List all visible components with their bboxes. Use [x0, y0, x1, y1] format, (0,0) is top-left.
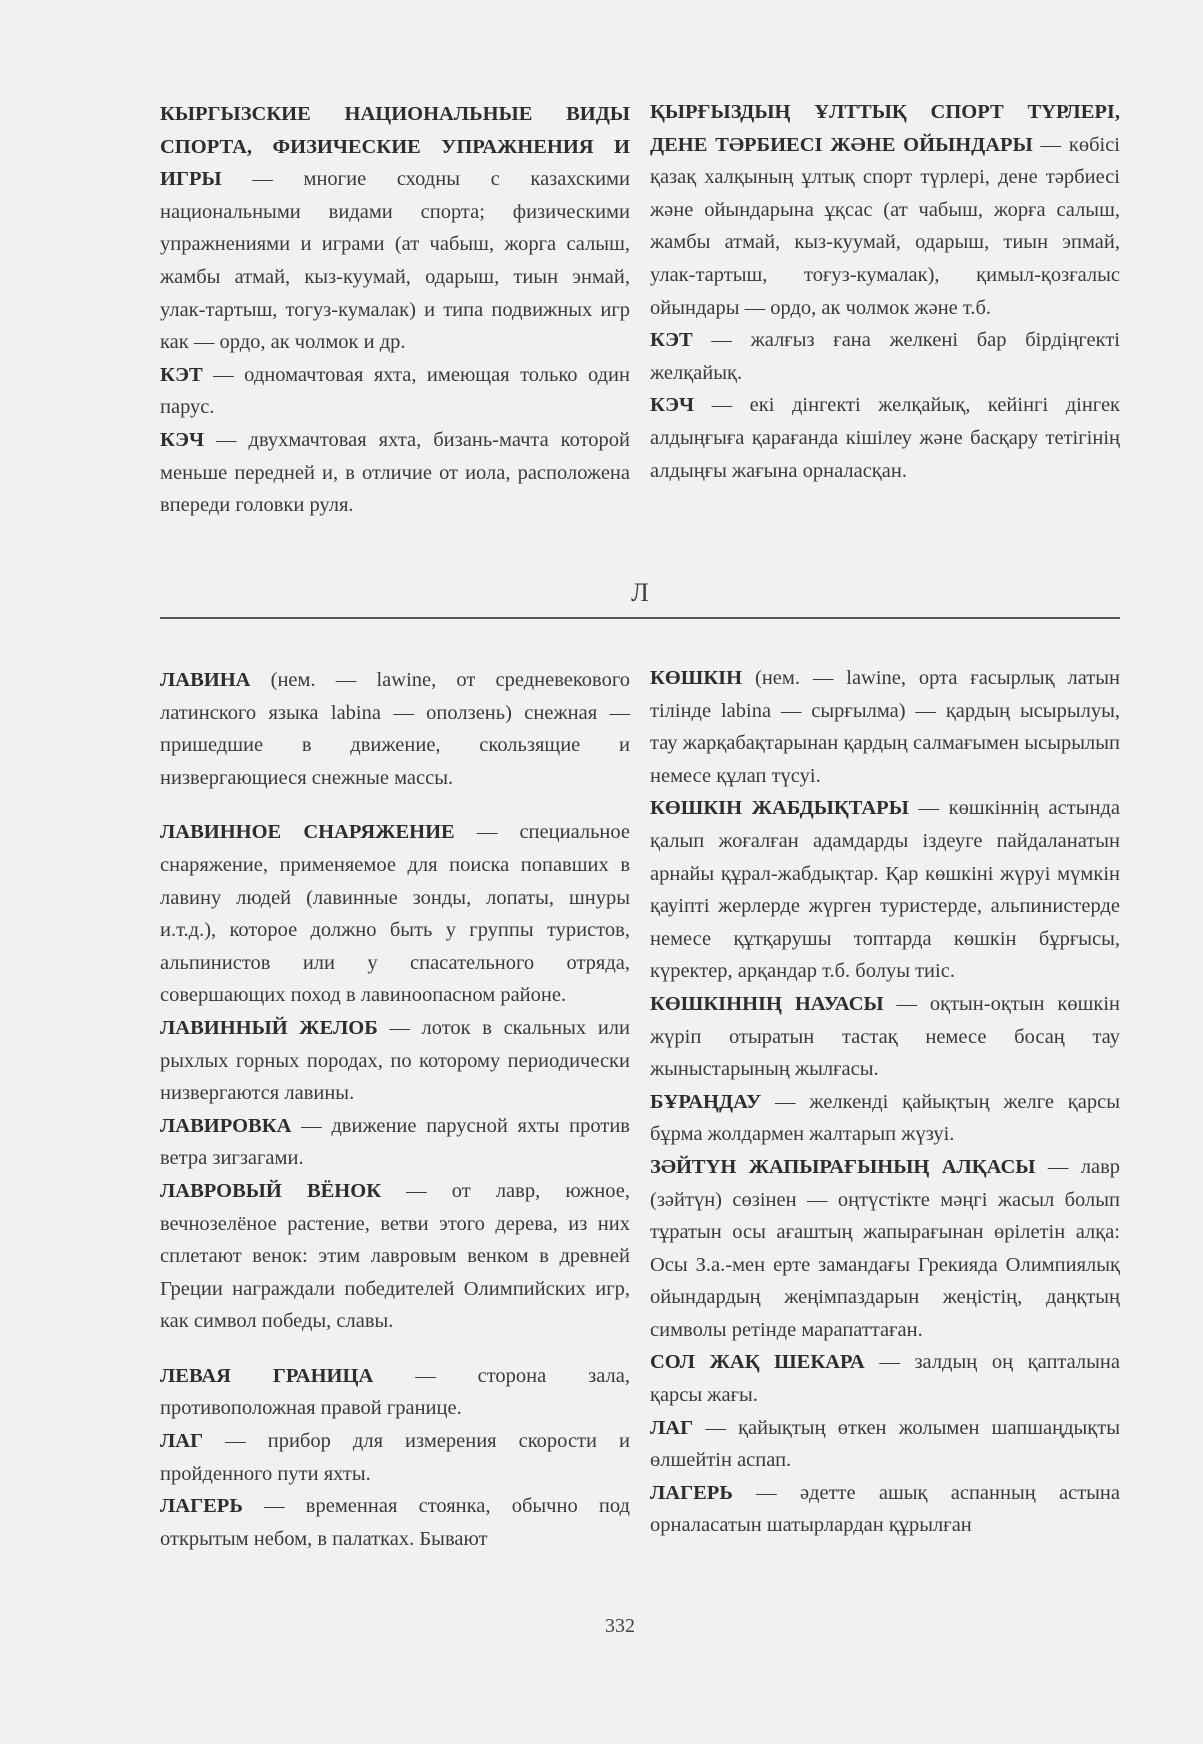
entry-headword: ЛАВРОВЫЙ ВЁНОК: [160, 1179, 382, 1202]
dictionary-entry: [160, 1110, 630, 1175]
section-divider: [160, 617, 1120, 619]
dictionary-entry: [160, 1490, 630, 1555]
column-bottom-left: [160, 664, 630, 1555]
dictionary-entry: [650, 1086, 1120, 1151]
entry-headword: СОЛ ЖАҚ ШЕКАРА: [650, 1351, 865, 1374]
dictionary-entry: [160, 816, 630, 1012]
entry-definition: — от лавр, южное, вечнозелёное растение, ветви этого дерева, из них сплетают венок: этим лавровым венком в древней Греции награждали победителей Олимпийских игр, как символ победы, славы.: [160, 1179, 630, 1333]
entry-headword: КЫРГЫЗСКИЕ НАЦИОНАЛЬНЫЕ ВИДЫ СПОРТА, ФИЗИЧЕСКИЕ УПРАЖНЕНИЯ И ИГРЫ: [160, 103, 630, 191]
page-number: 332: [605, 1615, 635, 1637]
entry-headword: ЛАГЕРЬ: [160, 1495, 243, 1518]
dictionary-entry: [650, 1477, 1120, 1542]
entry-headword: КЭТ: [160, 363, 203, 386]
entry-definition: — лавр (зәйтүн) сөзінен — оңтүстікте мәңгі жасыл болып тұратын осы ағаштың жапырағынан өрілетін алқа: Осы З.а.-мен ерте замандағы Грекияда Олимпиялық ойындардың жеңімпаздарын жеңістің, даңқтың символы ретінде марапаттаған.: [650, 1155, 1120, 1341]
section-letter: Л: [631, 578, 649, 607]
entry-definition: — прибор для измерения скорости и пройденного пути яхты.: [160, 1430, 630, 1485]
dictionary-entry: [160, 359, 630, 424]
entry-definition: (нем. — lawine, от средневекового латинского языка labina — оползень) снежная — пришедшие в движение, скользящие и низвергающиеся снежные массы.: [160, 669, 630, 789]
entry-headword: КӨШКІННІҢ НАУАСЫ: [650, 992, 884, 1015]
entry-headword: КӨШКІН: [650, 667, 743, 689]
entry-definition: — залдың оң қапталына қарсы жағы.: [650, 1351, 1120, 1407]
entry-definition: — сторона зала, противоположная правой границе.: [160, 1364, 630, 1420]
entry-headword: ЛАВИННЫЙ ЖЕЛОБ: [160, 1016, 378, 1039]
dictionary-entry: [160, 424, 630, 522]
dictionary-entry: [650, 1346, 1120, 1411]
entry-definition: — екі дінгекті желқайық, кейінгі дінгек алдыңғыға қарағанда кішілеу және басқару тетігінің алдыңғы жағына орналасқан.: [650, 394, 1120, 482]
dictionary-entry: [650, 1412, 1120, 1477]
dictionary-entry: [650, 96, 1120, 324]
entry-definition: — двухмачтовая яхта, бизань-мачта которой меньше передней и, в отличие от иола, расположена впереди головки руля.: [160, 428, 630, 517]
column-bottom-right: [650, 662, 1120, 1542]
entry-headword: КЭЧ: [160, 428, 205, 451]
entry-headword: ЛАГ: [650, 1416, 694, 1439]
entry-definition: — жалғыз ғана желкені бар бірдіңгекті желқайық.: [650, 329, 1120, 384]
dictionary-entry: [650, 988, 1120, 1086]
entry-definition: — оқтын-оқтын көшкін жүріп отыратын тастақ немесе босаң тау жыныстарының жылғасы.: [650, 992, 1120, 1081]
dictionary-entry: [160, 1175, 630, 1338]
dictionary-entry: [650, 1151, 1120, 1347]
entry-headword: БҰРАҢДАУ: [650, 1090, 762, 1113]
entry-definition: — әдетте ашық аспанның астына орналасатын шатырлардан құрылған: [650, 1481, 1120, 1537]
entry-gap: [160, 1338, 630, 1360]
entry-headword: ҚЫРҒЫЗДЫҢ ҰЛТТЫҚ СПОРТ ТҮРЛЕРІ, ДЕНЕ ТӘРБИЕСІ ЖӘНЕ ОЙЫНДАРЫ: [650, 101, 1120, 156]
entry-headword: ЛАВИННОЕ СНАРЯЖЕНИЕ: [160, 821, 455, 844]
entry-definition: — көшкіннің астында қалып жоғалған адамдарды іздеуге пайдаланатын арнайы құрал-жабдықтар. Қар көшкіні жүруі мүмкін қауіпті жерлерде жүрген туристерде, альпинистерде немесе құтқарушы топтарда көшкін бұрғысы, күректер, арқандар т.б. болуы тиіс.: [650, 797, 1120, 983]
dictionary-entry: [650, 389, 1120, 487]
entry-headword: КЭТ: [650, 329, 693, 352]
entry-definition: — движение парусной яхты против ветра зигзагами.: [160, 1114, 630, 1170]
entry-headword: ЗӘЙТҮН ЖАПЫРАҒЫНЫҢ АЛҚАСЫ: [650, 1155, 1036, 1178]
dictionary-entry: [160, 1012, 630, 1110]
column-top-right: [650, 96, 1120, 487]
dictionary-entry: [160, 1360, 630, 1425]
entry-gap: [160, 794, 630, 816]
entry-headword: ЛАГ: [160, 1430, 204, 1453]
dictionary-entry: [650, 662, 1120, 792]
dictionary-entry: [650, 792, 1120, 988]
dictionary-entry: [160, 664, 630, 794]
entry-definition: — временная стоянка, обычно под открытым небом, в палатках. Бывают: [160, 1495, 630, 1550]
entry-definition: — одномачтовая яхта, имеющая только один парус.: [160, 363, 630, 419]
dictionary-entry: [160, 1425, 630, 1490]
entry-headword: КӨШКІН ЖАБДЫҚТАРЫ: [650, 797, 909, 820]
column-top-left: [160, 98, 630, 522]
entry-definition: (нем. — lawine, орта ғасырлық латын тілінде labina — сырғылма) — қардың ысырылуы, тау жарқабақтарынан қардың салмағымен ысырылып немесе құлап түсуі.: [650, 667, 1120, 787]
dictionary-entry: [160, 98, 630, 359]
entry-headword: КЭЧ: [650, 394, 695, 417]
entry-definition: — көбісі қазақ халқының ұлтық спорт түрлері, дене тәрбиесі және ойындарына ұқсас (ат чабыш, жорға салыш, жамбы атмай, кыз-куумай, одарыш, тиын эпмай, улак-тартыш, тоғуз-кумалак), қимыл-қозғалыс ойындары — ордо, ак чолмок және т.б.: [650, 133, 1120, 319]
entry-definition: — лоток в скальных или рыхлых горных породах, по которому периодически низвергаются лавины.: [160, 1016, 630, 1105]
entry-definition: — специальное снаряжение, применяемое для поиска попавших в лавину людей (лавинные зонды, лопаты, шнуры и.т.д.), которое должно быть у группы туристов, альпинистов или у спасательного отряда, совершающих поход в лавиноопасном районе.: [160, 821, 630, 1007]
entry-headword: ЛАВИНА: [160, 669, 251, 691]
entry-definition: — многие сходны с казахскими национальными видами спорта; физическими упражнениями и играми (ат чабыш, жорга салыш, жамбы атмай, кыз-куумай, одарыш, тиын энмай, улак-тартыш, тогуз-кумалак) и типа подвижных игр как — ордо, ак чолмок и др.: [160, 168, 630, 354]
entry-headword: ЛЕВАЯ ГРАНИЦА: [160, 1364, 374, 1387]
entry-definition: — желкенді қайықтың желге қарсы бұрма жолдармен жалтарып жүзуі.: [650, 1090, 1120, 1146]
entry-definition: — қайықтың өткен жолымен шапшаңдықты өлшейтін аспап.: [650, 1416, 1120, 1472]
entry-headword: ЛАГЕРЬ: [650, 1481, 733, 1504]
dictionary-entry: [650, 324, 1120, 389]
entry-headword: ЛАВИРОВКА: [160, 1114, 292, 1137]
